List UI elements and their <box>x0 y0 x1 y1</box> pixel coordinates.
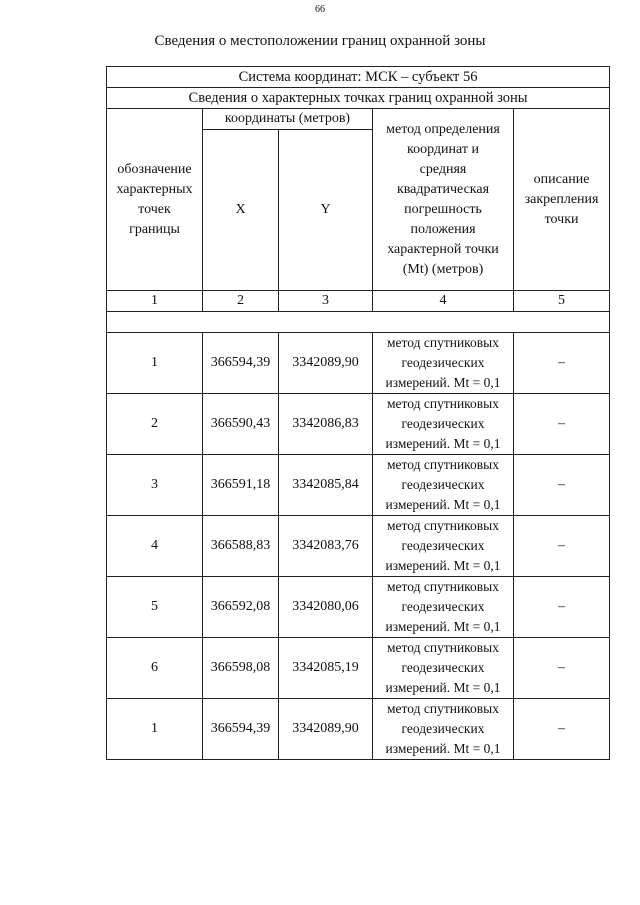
column-number: 3 <box>279 291 373 312</box>
method-line: геодезических <box>401 599 485 614</box>
fixing-cell: – <box>514 699 610 760</box>
x-cell: 366594,39 <box>203 699 279 760</box>
y-cell: 3342083,76 <box>279 516 373 577</box>
coordinate-system-row: Система координат: МСК – субъект 56 <box>107 67 610 88</box>
method-cell <box>373 516 514 577</box>
fixing-header-line: описание <box>533 171 590 187</box>
point-cell: 3 <box>107 455 203 516</box>
fixing-cell: – <box>514 516 610 577</box>
method-header-line: характерной точки <box>387 241 499 257</box>
x-cell: 366592,08 <box>203 577 279 638</box>
method-line: измерений. Mt = 0,1 <box>385 436 501 451</box>
table-row <box>107 516 610 577</box>
method-line: метод спутниковых <box>387 335 499 350</box>
table-row <box>107 455 610 516</box>
table-row <box>107 638 610 699</box>
method-line: измерений. Mt = 0,1 <box>385 375 501 390</box>
fixing-cell: – <box>514 333 610 394</box>
method-line: геодезических <box>401 538 485 553</box>
column-number: 1 <box>107 291 203 312</box>
method-line: геодезических <box>401 660 485 675</box>
method-header-line: метод определения <box>386 121 500 137</box>
fixing-header <box>514 109 610 291</box>
fixing-cell: – <box>514 638 610 699</box>
method-line: геодезических <box>401 477 485 492</box>
method-cell <box>373 638 514 699</box>
x-cell: 366588,83 <box>203 516 279 577</box>
method-line: геодезических <box>401 721 485 736</box>
method-line: метод спутниковых <box>387 518 499 533</box>
x-cell: 366591,18 <box>203 455 279 516</box>
x-header: X <box>203 130 279 291</box>
point-cell: 1 <box>107 333 203 394</box>
method-line: метод спутниковых <box>387 579 499 594</box>
method-header-line: квадратическая <box>396 181 490 197</box>
method-cell <box>373 394 514 455</box>
designation-header-line: точек <box>138 201 171 217</box>
method-line: измерений. Mt = 0,1 <box>385 497 501 512</box>
empty-cell <box>107 312 610 333</box>
method-line: измерений. Mt = 0,1 <box>385 558 501 573</box>
method-header <box>373 109 514 291</box>
fixing-header-line: закрепления <box>524 191 599 207</box>
table-row <box>107 577 610 638</box>
fixing-cell: – <box>514 394 610 455</box>
column-number: 4 <box>373 291 514 312</box>
y-cell: 3342089,90 <box>279 699 373 760</box>
point-cell: 6 <box>107 638 203 699</box>
characteristic-points-row: Сведения о характерных точках границ охранной зоны <box>107 88 610 109</box>
coordinates-header: координаты (метров) <box>203 109 373 130</box>
point-cell: 2 <box>107 394 203 455</box>
method-cell <box>373 577 514 638</box>
table-row <box>107 699 610 760</box>
method-cell <box>373 699 514 760</box>
method-line: метод спутниковых <box>387 701 499 716</box>
designation-header-line: границы <box>129 221 180 237</box>
y-cell: 3342080,06 <box>279 577 373 638</box>
method-cell <box>373 333 514 394</box>
table-row <box>107 394 610 455</box>
method-header-line: (Mt) (метров) <box>402 261 484 277</box>
y-cell: 3342086,83 <box>279 394 373 455</box>
y-cell: 3342085,84 <box>279 455 373 516</box>
method-header-line: координат и <box>407 141 479 157</box>
method-header-line: средняя <box>419 161 467 177</box>
y-header: Y <box>279 130 373 291</box>
method-line: измерений. Mt = 0,1 <box>385 619 501 634</box>
document-title: Сведения о местоположении границ охранной зоны <box>154 33 486 49</box>
designation-header-line: обозначение <box>117 161 192 177</box>
method-line: геодезических <box>401 416 485 431</box>
page-number: 66 <box>315 4 325 15</box>
method-line: метод спутниковых <box>387 457 499 472</box>
point-cell: 1 <box>107 699 203 760</box>
method-line: метод спутниковых <box>387 396 499 411</box>
fixing-cell: – <box>514 577 610 638</box>
point-cell: 4 <box>107 516 203 577</box>
method-header-line: положения <box>410 221 476 237</box>
x-cell: 366598,08 <box>203 638 279 699</box>
x-cell: 366594,39 <box>203 333 279 394</box>
method-line: измерений. Mt = 0,1 <box>385 680 501 695</box>
designation-header-line: характерных <box>116 181 193 197</box>
fixing-header-line: точки <box>544 211 579 227</box>
y-cell: 3342089,90 <box>279 333 373 394</box>
empty-row <box>107 312 610 333</box>
designation-header <box>107 109 203 291</box>
boundary-points-table <box>106 66 610 760</box>
table-row <box>107 333 610 394</box>
column-number: 2 <box>203 291 279 312</box>
method-header-line: погрешность <box>404 201 482 217</box>
y-cell: 3342085,19 <box>279 638 373 699</box>
fixing-cell: – <box>514 455 610 516</box>
method-line: измерений. Mt = 0,1 <box>385 741 501 756</box>
method-line: метод спутниковых <box>387 640 499 655</box>
method-line: геодезических <box>401 355 485 370</box>
point-cell: 5 <box>107 577 203 638</box>
method-cell <box>373 455 514 516</box>
column-number: 5 <box>514 291 610 312</box>
x-cell: 366590,43 <box>203 394 279 455</box>
